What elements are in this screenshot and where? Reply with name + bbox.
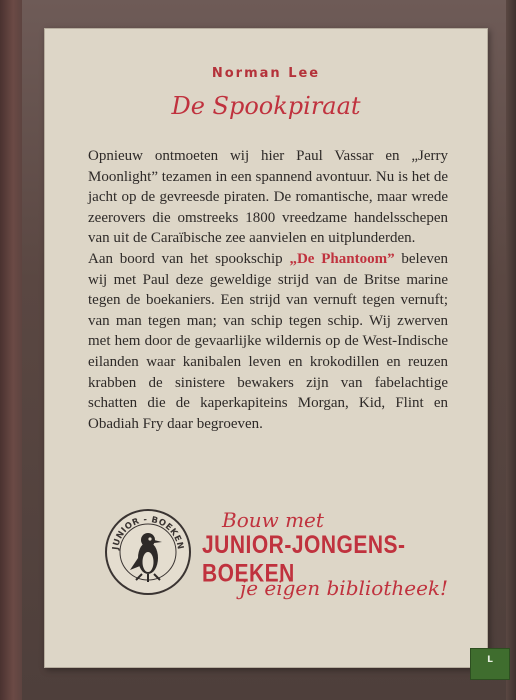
back-cover-panel (44, 28, 488, 668)
advert-line-2: JUNIOR-JONGENS-BOEKEN (202, 531, 406, 588)
spine-edge (0, 0, 22, 700)
advert-line-1: Bouw met (222, 508, 324, 532)
author-name: Norman Lee (211, 66, 321, 81)
advert-line-3: je eigen bibliotheek! (240, 576, 449, 600)
blurb-paragraph-2 (88, 249, 448, 434)
blurb-paragraph-2-rest: beleven wij met Paul deze geweldige strijd van de Britse marine tegen de boekaniers. Een strijd van vernuft tegen vernuft; van man tegen man; van schip tegen schip. Wij zwerven met hem door de gevaarlijke wildernis op de West-Indische eilanden waar kanibalen leven en krokodillen en reuzen krabben de sinistere bewakers zijn van fabelachtige schatten die de kaperkapiteins Morgan, Kid, Flint en Obadiah Fry daar begroeven. (88, 250, 449, 432)
cover-right-edge (506, 0, 516, 700)
sticker-text: L (487, 655, 493, 665)
junior-boeken-logo (102, 506, 194, 598)
blurb-paragraph-1: Opnieuw ontmoeten wij hier Paul Vassar en „Jerry Moonlight” tezamen in een spannend avontuur. Nu is het de jacht op de gevreesde piraten. De romantische, maar wrede zeerovers die omstreeks 1800 vreedzame handelsschepen van uit de Caraïbische zee aanvielen en uitplunderden. (88, 148, 448, 247)
blurb-paragraph-2-start: Aan boord van het spookschip (88, 250, 290, 267)
library-sticker (470, 648, 510, 680)
ship-name: „De Phantoom” (289, 250, 395, 267)
book-title: De Spookpiraat (171, 92, 361, 120)
logo-text: JUNIOR - BOEKEN (111, 514, 186, 551)
blurb-text (88, 146, 448, 434)
